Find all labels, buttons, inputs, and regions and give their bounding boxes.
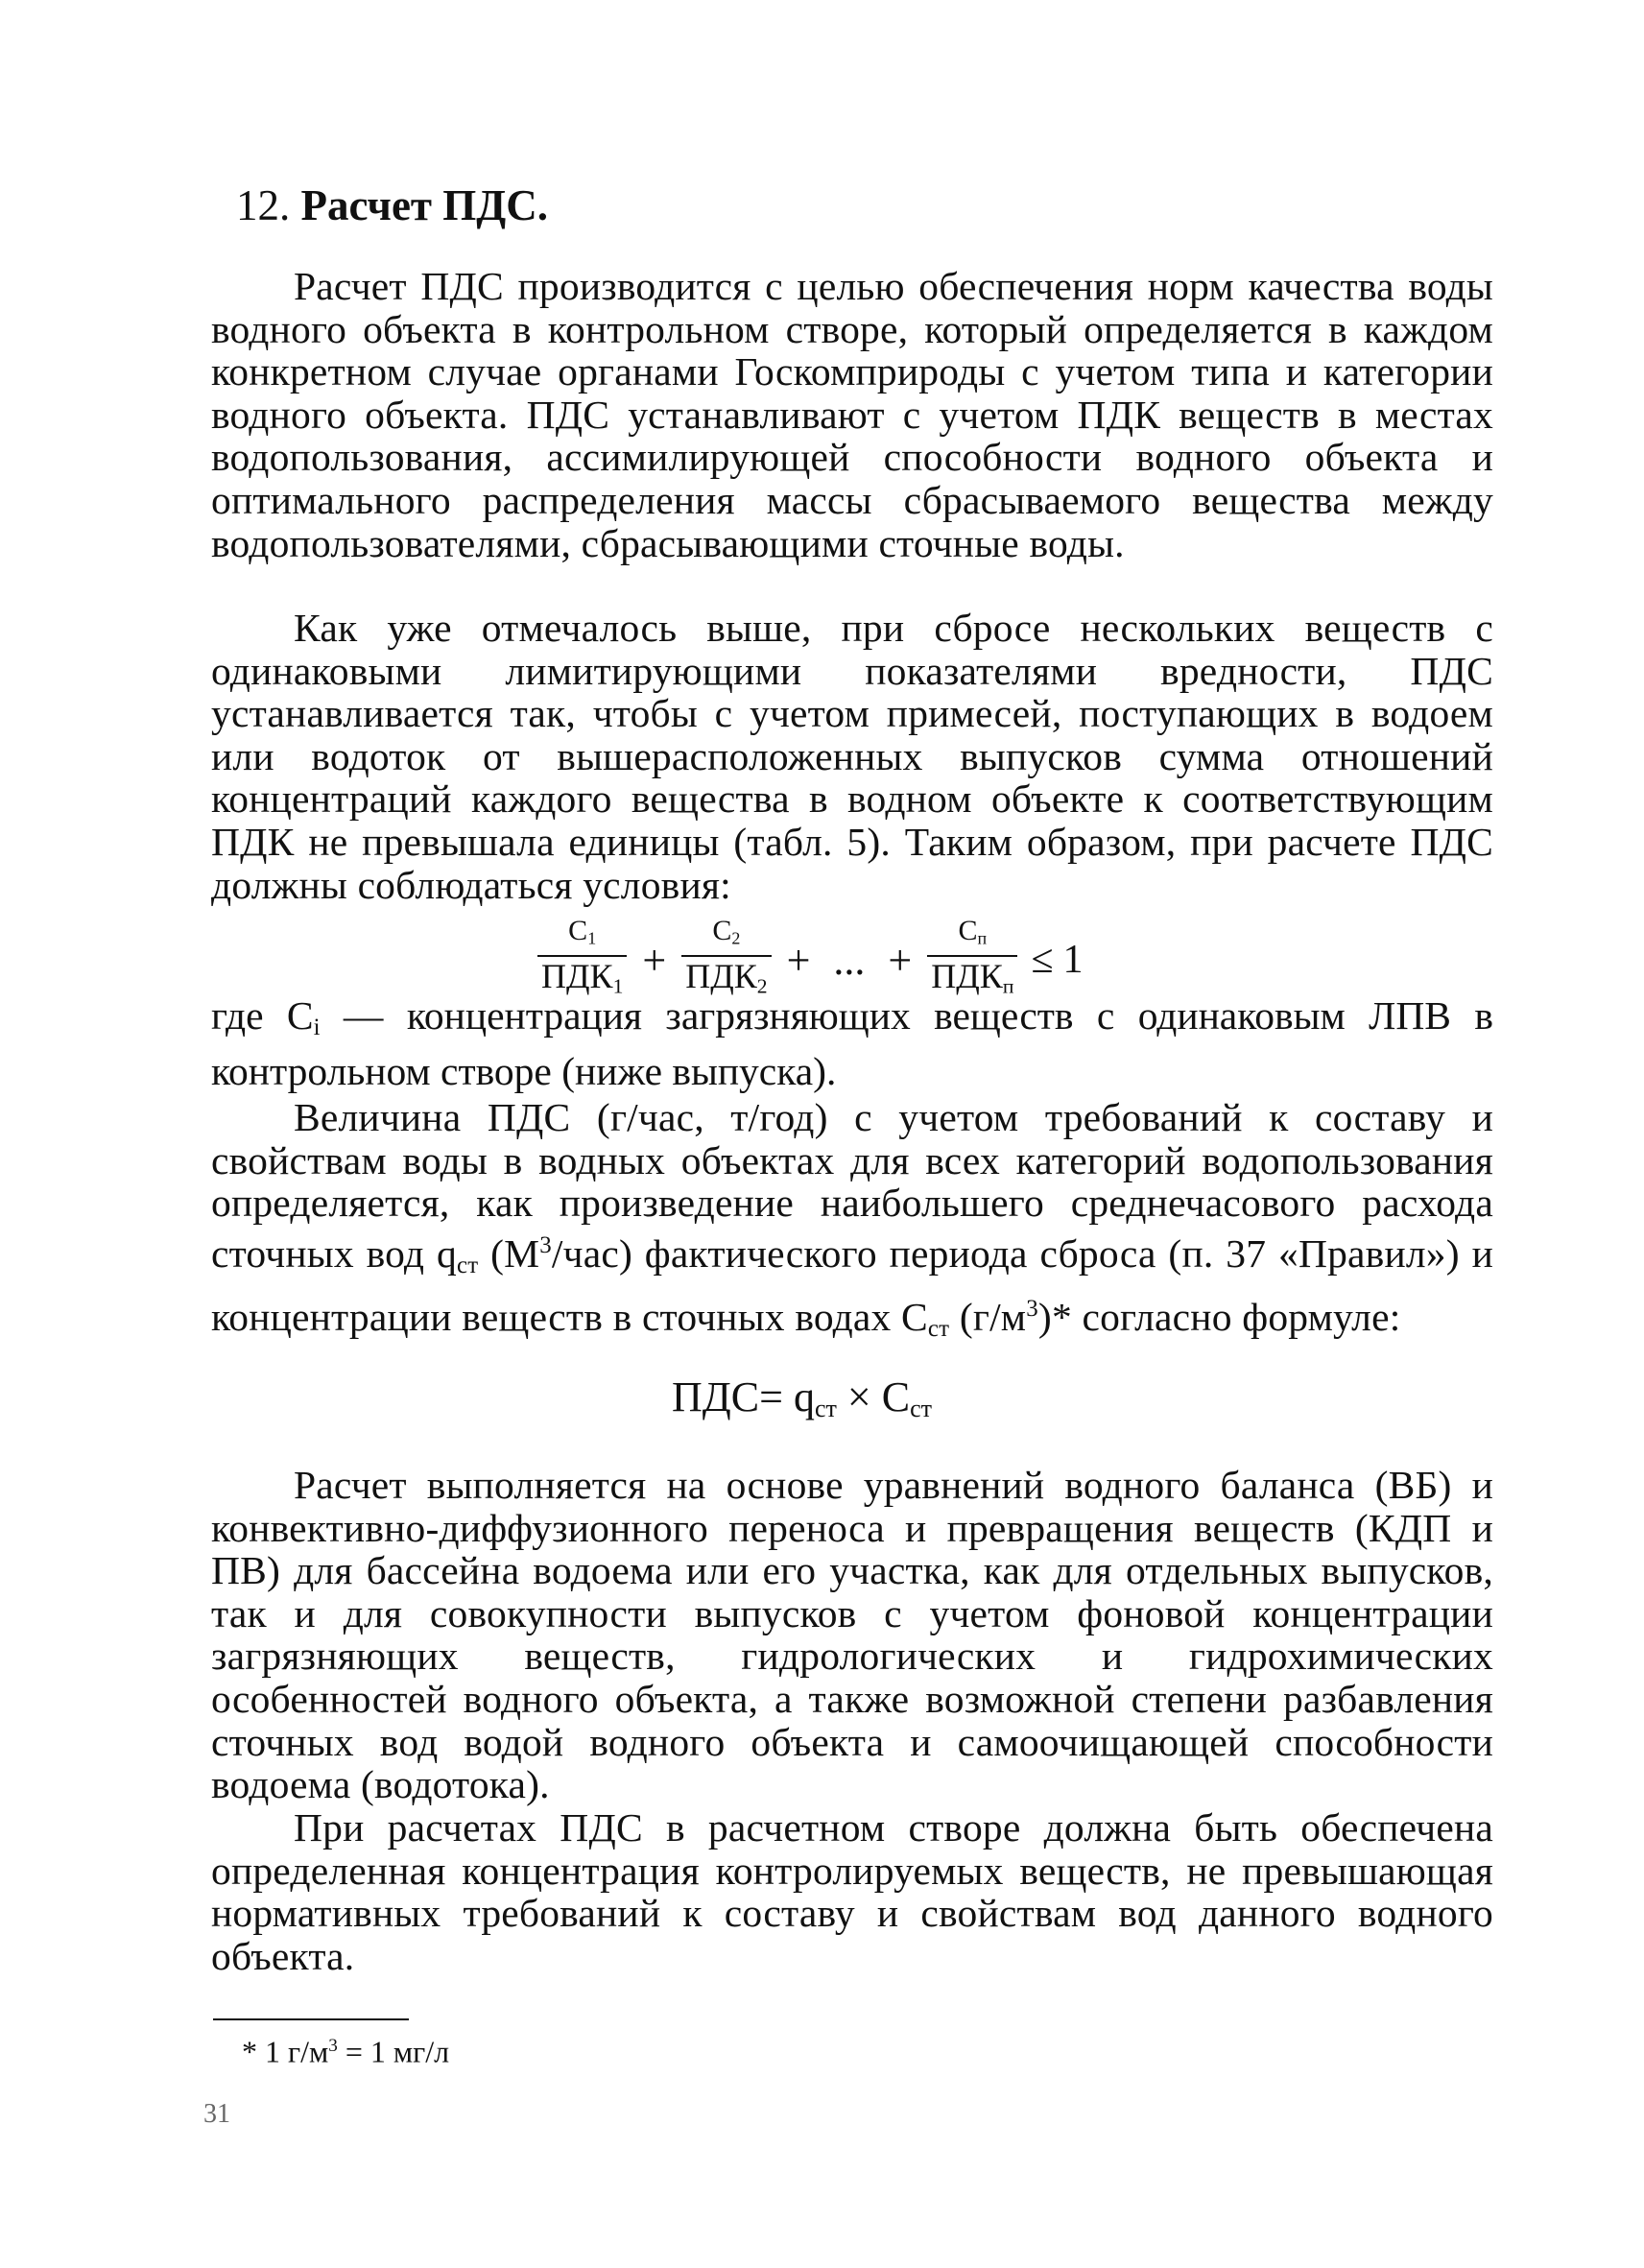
fraction-denominator: $ПДК_2$ (685, 956, 768, 997)
fraction-numerator: $С_1$ (568, 915, 597, 948)
footnote: * 1 $г/м^3 = 1$ мг/л (242, 2034, 450, 2069)
fraction-numerator: $С_п$ (958, 915, 988, 948)
less-or-equal-sign: ≤ (1031, 938, 1054, 982)
formula-lhs: ПДС (672, 1373, 760, 1420)
page-number: 31 (203, 2099, 230, 2129)
paragraph-5: При расчетах ПДС в расчетном створе должна быть обеспечена определенная концентрация контролируемых веществ, не превышающая нормативных требований к составу и свойствам вод данного водного объекта. (211, 1805, 1493, 1978)
plus-sign: + (642, 936, 667, 984)
formula-rhs: 1 (1062, 938, 1084, 982)
section-heading (236, 179, 548, 232)
fraction-denominator: $ПДК_1$ (541, 956, 624, 997)
plus-sign: + (888, 936, 913, 984)
paragraph-3: Величина ПДС (г/час, т/год) с учетом требований к составу и свойствам воды в водных объектах для всех категорий водопользования определяется, как произведение наибольшего среднечасового расхода сточных вод $q_{ст}$ $(М^3/час)$ фактического периода сброса (п. 37 «Правил») и концентрации веществ в сточных водах $С_{ст}$ $(г/м^3)*$ согласно формуле: (211, 1095, 1493, 1342)
equals-sign: = (759, 1373, 783, 1420)
fraction-denominator: $ПДК_п$ (931, 956, 1014, 997)
paragraph-2: Как уже отмечалось выше, при сбросе нескольких веществ с одинаковыми лимитирующими показателями вредности, ПДС устанавливается так, чтобы с учетом примесей, поступающих в водоем или водоток от вышерасположенных выпусков сумма отношений концентраций каждого вещества в водном объекте к соответствующим ПДК не превышала единицы (табл. 5). Таким образом, при расчете ПДС должны соблюдаться условия: (211, 606, 1493, 907)
paragraph-1: Расчет ПДС производится с целью обеспечения норм качества воды водного объекта в контрольном створе, который определяется в каждом конкретном случае органами Госкомприроды с учетом типа и категории водного объекта. ПДС устанавливают с учетом ПДК веществ в местах водопользования, ассимилирующей способности водного объекта и оптимального распределения массы сбрасываемого вещества между водопользователями, сбрасывающими сточные воды. (211, 264, 1493, 565)
section-title: Расчет ПДС. (300, 181, 548, 229)
fraction-term-2 (681, 915, 771, 1005)
paragraph-4: Расчет выполняется на основе уравнений водного баланса (ВБ) и конвективно-диффузионного переноса и превращения веществ (КДП и ПВ) для бассейна водоема или его участка, как для отдельных выпусков, так и для совокупности выпусков с учетом фоновой концентрации загрязняющих веществ, гидрологических и гидрохимических особенностей водного объекта, а также возможной степени разбавления сточных вод водой водного объекта и самоочищающей способности водоема (водотока). (211, 1463, 1493, 1807)
times-sign: × (846, 1373, 871, 1420)
fraction-numerator: $С_2$ (712, 915, 741, 948)
sum-condition-formula (534, 917, 1083, 1003)
pds-formula: $ПДС= q_{ст} \times С_{ст}$ (672, 1373, 932, 1422)
ellipsis: ... (833, 936, 866, 984)
footnote-rule (213, 2018, 409, 2020)
where-clause: где $С_i$ — концентрация загрязняющих веществ с одинаковым ЛПВ в контрольном створе (ниже выпуска). (211, 993, 1493, 1093)
fraction-term-1 (537, 915, 627, 1005)
plus-sign: + (786, 936, 811, 984)
fraction-term-n (927, 915, 1017, 1005)
section-number: 12. (236, 181, 291, 229)
formula-q: q (793, 1373, 815, 1420)
formula-c: С (881, 1373, 911, 1420)
